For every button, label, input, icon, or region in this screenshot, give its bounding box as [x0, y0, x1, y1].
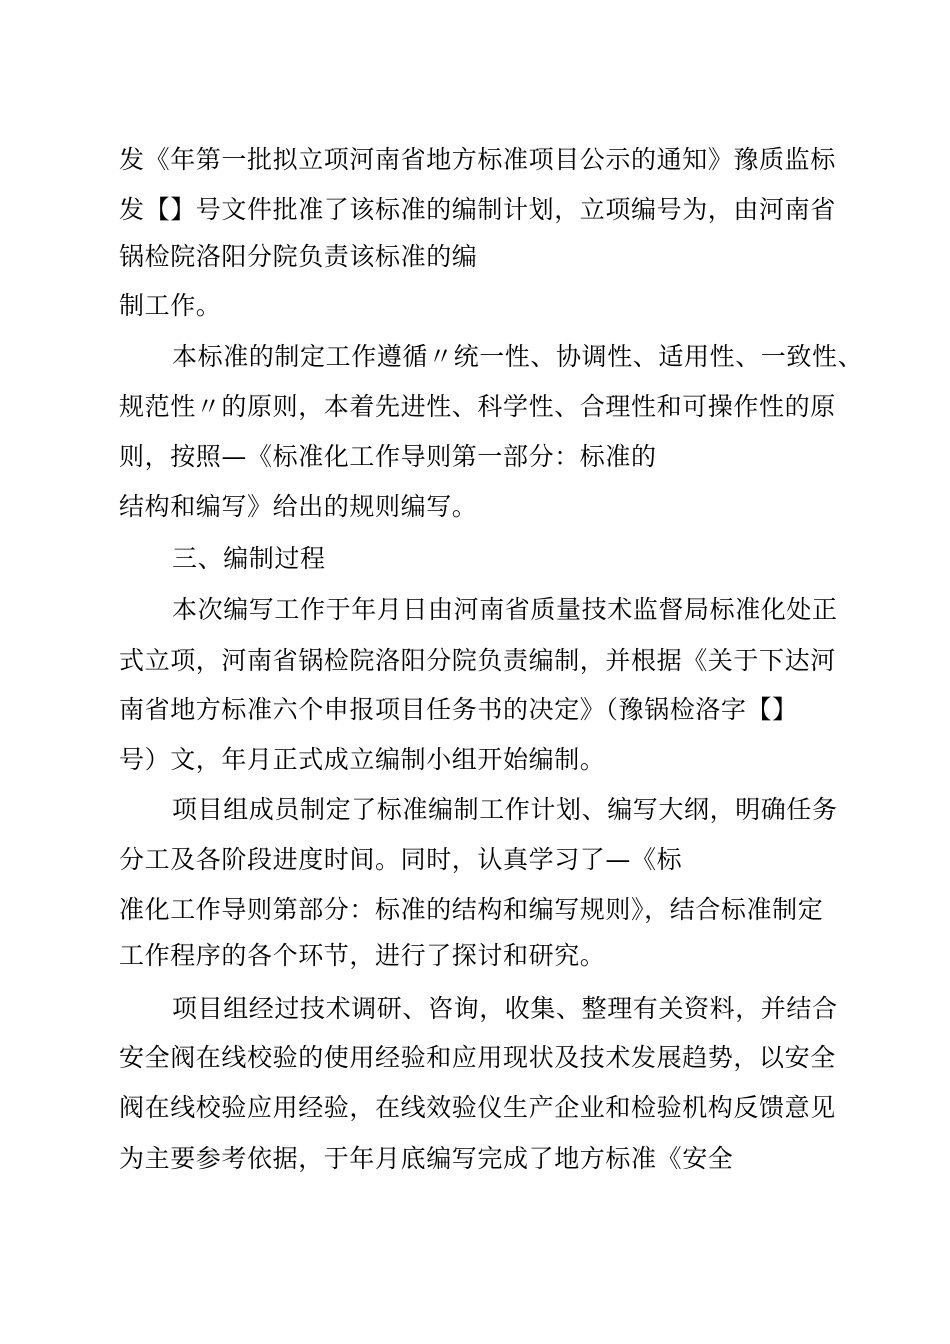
text-line-13: 号）文，年月正式成立编制小组开始编制。 — [119, 745, 606, 774]
text-line-14: 项目组成员制定了标准编制工作计划、编写大纲，明确任务 — [172, 795, 838, 824]
text-line-16: 准化工作导则第部分：标准的结构和编写规则》，结合标准制定 — [119, 895, 824, 924]
text-line-3: 锅检院洛阳分院负责该标准的编 — [119, 242, 478, 271]
text-line-15: 分工及各阶段进度时间。同时，认真学习了—《标 — [119, 845, 683, 874]
text-line-18: 项目组经过技术调研、咨询，收集、整理有关资料，并结合 — [172, 994, 838, 1023]
text-line-6: 规范性〃的原则，本着先进性、科学性、合理性和可操作性的原 — [119, 392, 836, 421]
text-line-20: 阀在线校验应用经验，在线效验仪生产企业和检验机构反馈意见 — [119, 1093, 836, 1122]
text-line-19: 安全阀在线校验的使用经验和应用现状及技术发展趋势，以安全 — [119, 1043, 836, 1072]
section-heading: 三、编制过程 — [172, 544, 326, 573]
text-line-5: 本标准的制定工作遵循〃统一性、协调性、适用性、一致性、 — [172, 342, 864, 371]
text-line-21: 为主要参考依据，于年月底编写完成了地方标准《安全 — [119, 1144, 734, 1173]
text-line-10: 本次编写工作于年月日由河南省质量技术监督局标准化处正 — [172, 595, 838, 624]
text-line-8: 结构和编写》给出的规则编写。 — [119, 492, 478, 521]
text-line-11: 式立项，河南省锅检院洛阳分院负责编制，并根据《关于下达河 — [119, 646, 836, 675]
text-line-17: 工作程序的各个环节，进行了探讨和研究。 — [119, 941, 606, 970]
text-line-4: 制工作。 — [119, 291, 222, 320]
text-line-1: 发《年第一批拟立项河南省地方标准项目公示的通知》豫质监标 — [119, 145, 836, 174]
text-line-12: 南省地方标准六个申报项目任务书的决定》（豫锅检洛字【】 — [119, 695, 798, 724]
text-line-2: 发【】号文件批准了该标准的编制计划，立项编号为，由河南省 — [119, 195, 836, 224]
text-line-7: 则，按照—《标准化工作导则第一部分：标准的 — [119, 442, 657, 471]
